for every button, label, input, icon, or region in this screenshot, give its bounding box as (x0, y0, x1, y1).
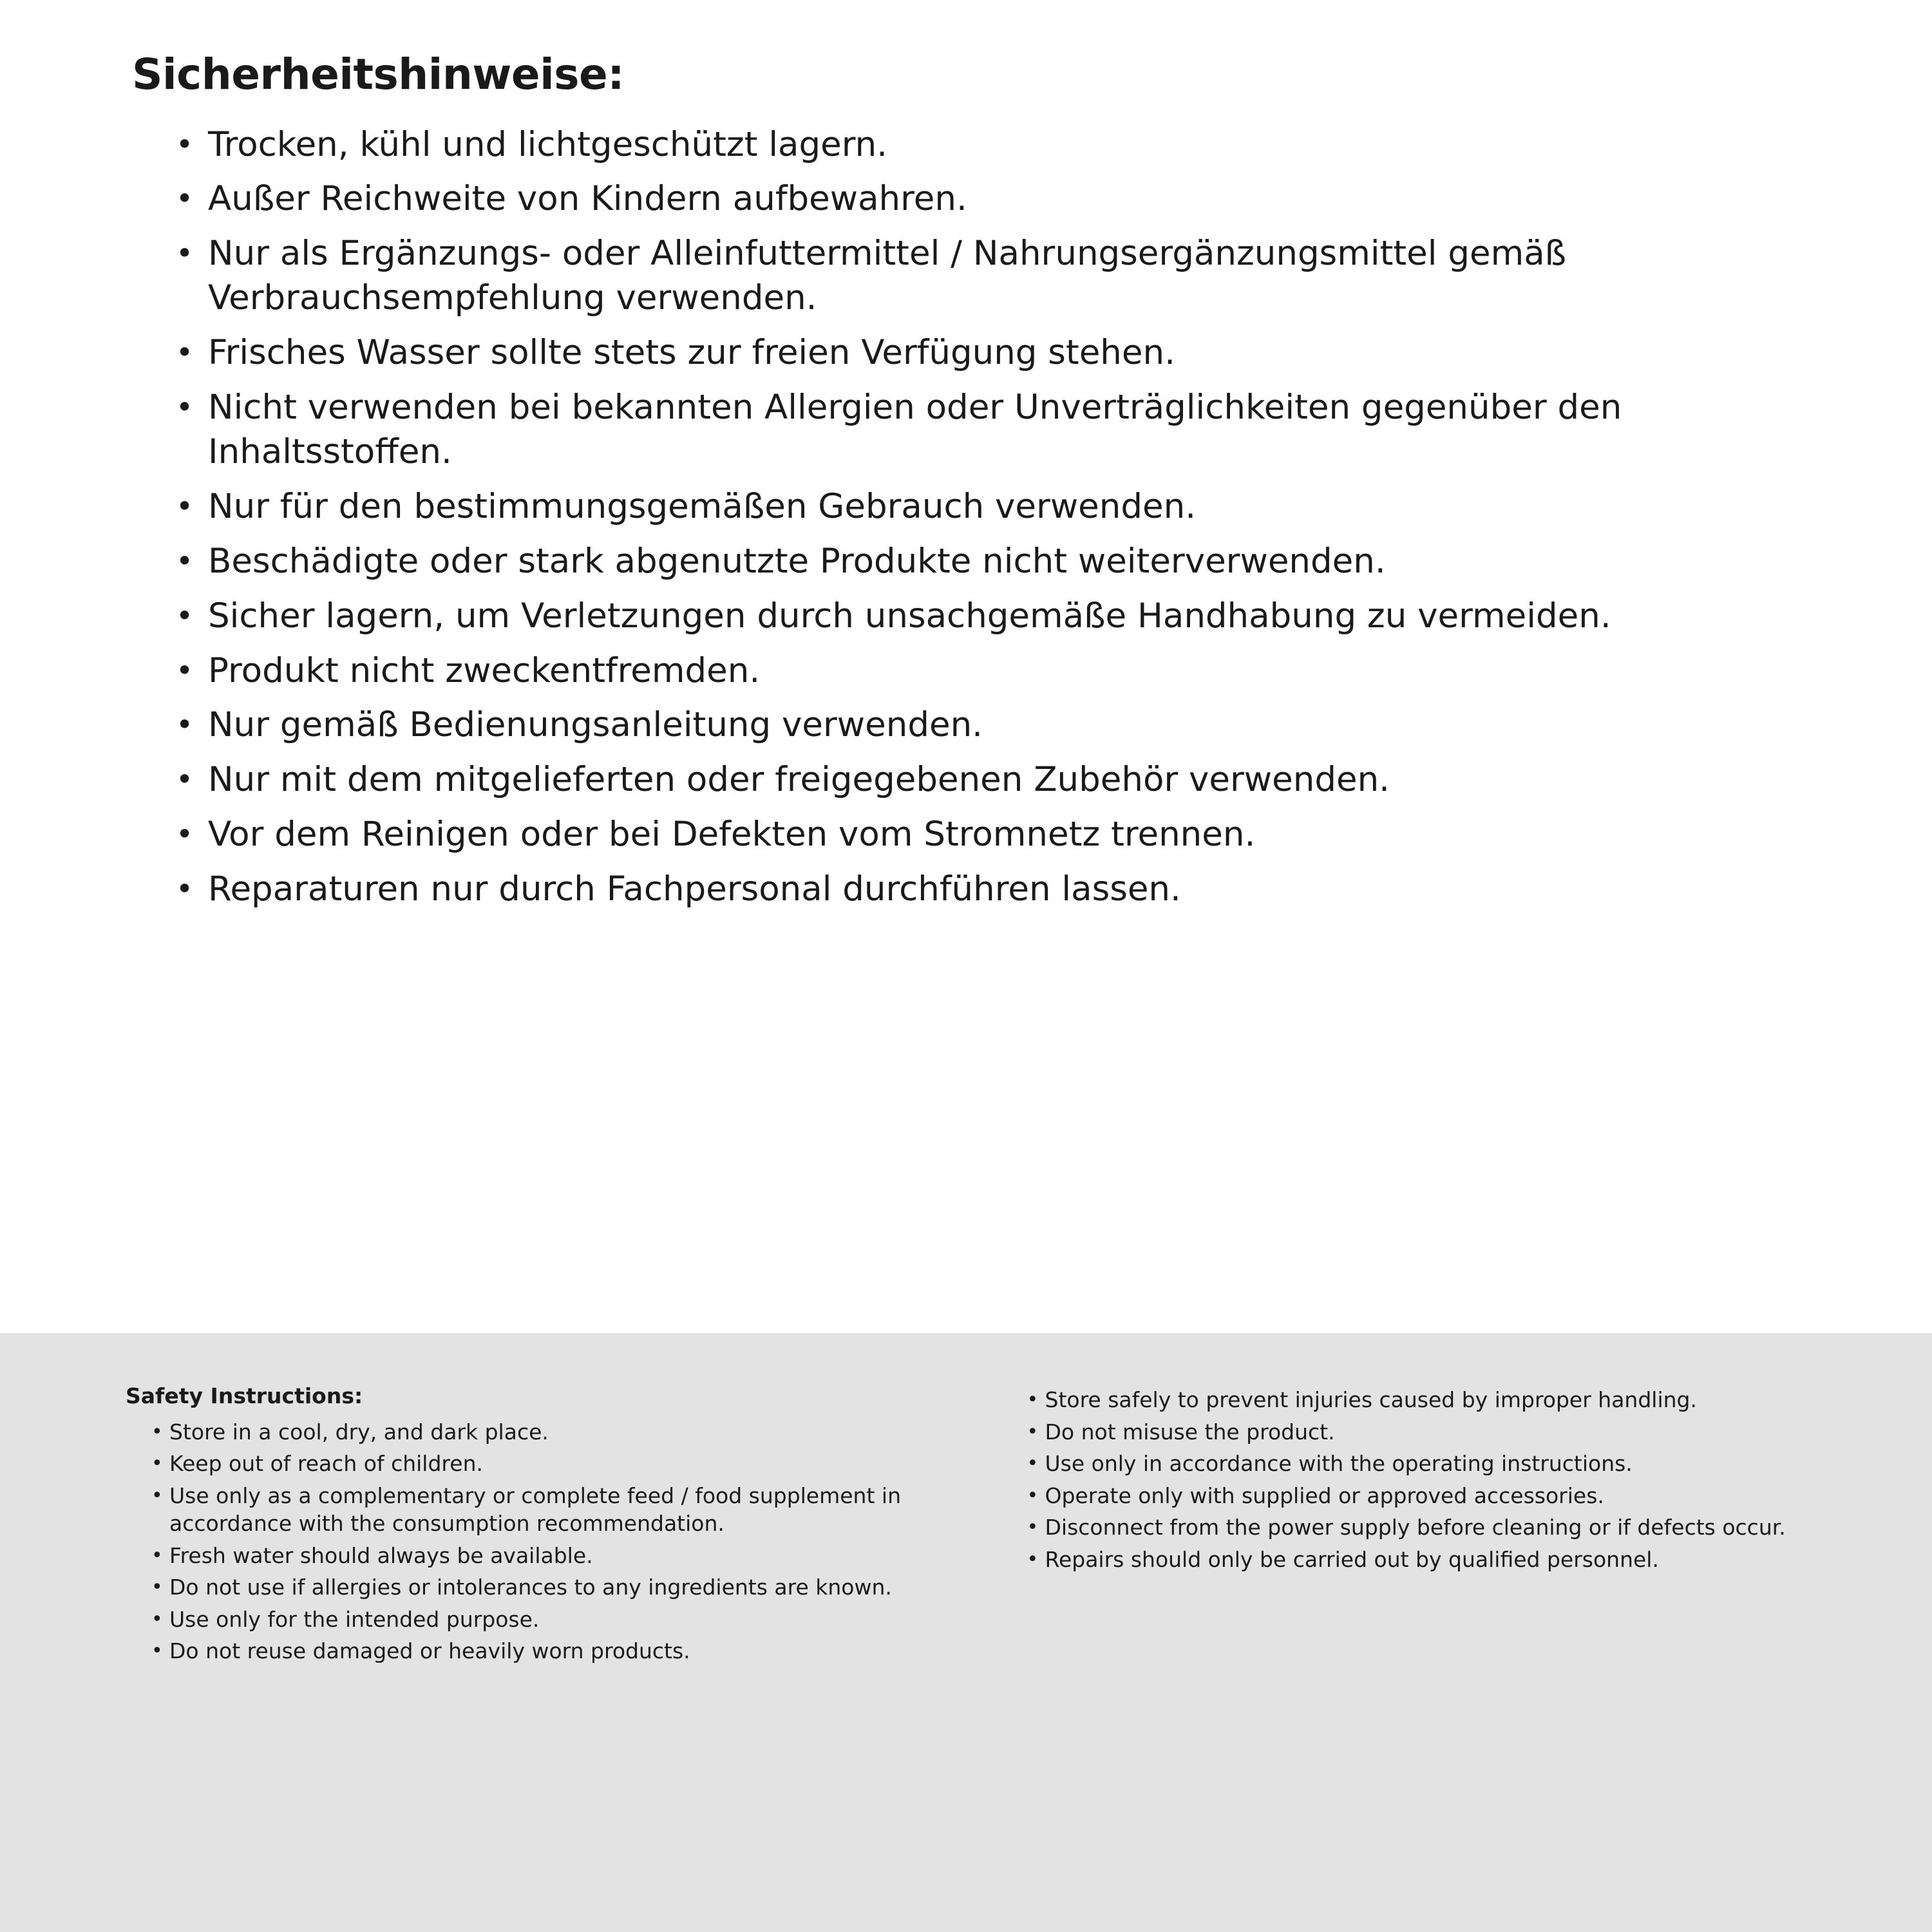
list-item: • Nur gemäß Bedienungsanleitung verwenden. (171, 703, 1835, 748)
list-item: • Frisches Wasser sollte stets zur freien Verfügung stehen. (171, 331, 1835, 375)
list-item: • Beschädigte oder stark abgenutzte Produkte nicht weiterverwenden. (171, 540, 1835, 584)
list-item: • Use only as a complementary or complete feed / food supplement in accordance with the consumption recommendation. (150, 1482, 955, 1538)
list-item: • Trocken, kühl und lichtgeschützt lagern. (171, 123, 1835, 167)
german-safety-list (132, 123, 1835, 912)
list-item: • Nur als Ergänzungs- oder Alleinfuttermittel / Nahrungsergänzungsmittel gemäß Verbrauchsempfehlung verwenden. (171, 232, 1835, 321)
english-column-left (126, 1383, 955, 1669)
english-columns (126, 1383, 1855, 1669)
list-item: • Repairs should only be carried out by qualified personnel. (1026, 1546, 1855, 1574)
list-item: • Reparaturen nur durch Fachpersonal durchführen lassen. (171, 867, 1835, 912)
list-item: • Sicher lagern, um Verletzungen durch unsachgemäße Handhabung zu vermeiden. (171, 594, 1835, 639)
german-safety-section (0, 0, 1932, 922)
list-item: • Store safely to prevent injuries caused by improper handling. (1026, 1386, 1855, 1414)
list-item: • Store in a cool, dry, and dark place. (150, 1418, 955, 1446)
list-item: • Nicht verwenden bei bekannten Allergien oder Unverträglichkeiten gegenüber den Inhaltsstoffen. (171, 386, 1835, 475)
english-column-right (1026, 1383, 1855, 1577)
english-heading: Safety Instructions: (126, 1383, 363, 1408)
list-item: • Do not reuse damaged or heavily worn products. (150, 1637, 955, 1665)
list-item: • Vor dem Reinigen oder bei Defekten vom Stromnetz trennen. (171, 813, 1835, 857)
list-item: • Nur mit dem mitgelieferten oder freigegebenen Zubehör verwenden. (171, 758, 1835, 802)
list-item: • Keep out of reach of children. (150, 1450, 955, 1478)
list-item: • Use only for the intended purpose. (150, 1605, 955, 1634)
english-safety-list-left (126, 1418, 955, 1665)
list-item: • Nur für den bestimmungsgemäßen Gebrauch verwenden. (171, 485, 1835, 529)
list-item: • Use only in accordance with the operating instructions. (1026, 1450, 1855, 1478)
list-item: • Außer Reichweite von Kindern aufbewahren. (171, 177, 1835, 222)
english-safety-list-right (1026, 1386, 1855, 1573)
list-item: • Disconnect from the power supply before cleaning or if defects occur. (1026, 1513, 1855, 1542)
list-item: • Operate only with supplied or approved accessories. (1026, 1482, 1855, 1510)
list-item: • Do not misuse the product. (1026, 1418, 1855, 1446)
english-safety-section (0, 1333, 1932, 1932)
list-item: • Fresh water should always be available. (150, 1542, 955, 1570)
list-item: • Produkt nicht zweckentfremden. (171, 649, 1835, 694)
list-item: • Do not use if allergies or intolerances to any ingredients are known. (150, 1573, 955, 1602)
german-heading: Sicherheitshinweise: (132, 50, 625, 99)
